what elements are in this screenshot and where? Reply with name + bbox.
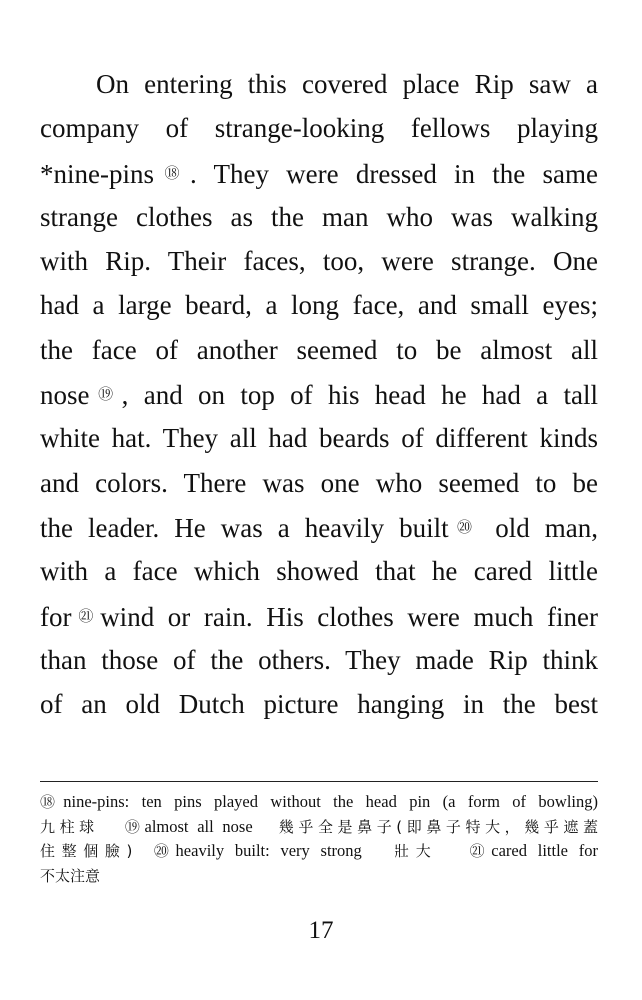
text-line: the face of another seemed to be almost all [40, 334, 598, 365]
text-line: white hat. They all had beards of different kinds [40, 423, 598, 454]
footnote-number: ⑲ [124, 817, 145, 836]
text-line: On entering this covered place Rip saw a [96, 69, 598, 99]
footnote-marker: ⑲ [89, 385, 122, 404]
footnote-marker: ㉑ [71, 606, 101, 625]
footnote-divider [40, 781, 598, 782]
text-line: the leader. He was a heavily built⑳ old man, [40, 512, 598, 543]
footnote-gloss: 壯大 [394, 842, 438, 860]
text-line: with Rip. Their faces, too, were strange. One [40, 246, 598, 277]
text-line: than those of the others. They made Rip think [40, 644, 598, 675]
footnote-line: 九柱球 ⑲almost all nose 幾乎全是鼻子(即鼻子特大，幾乎遮蓋 [40, 816, 598, 836]
text-line: of an old Dutch picture hanging in the best [40, 689, 598, 720]
text-line: with a face which showed that he cared little [40, 556, 598, 587]
text-line: company of strange-looking fellows playing [40, 113, 598, 144]
footnote-marker: ⑳ [448, 517, 481, 536]
footnote-line [40, 864, 598, 889]
text-line: *nine-pins⑱. They were dressed in the same [40, 158, 598, 189]
footnote-line: 住整個臉) ⑳heavily built: very strong 壯大 ㉑cared little for [40, 841, 598, 860]
body-text [40, 62, 598, 726]
footnote-number: ⑳ [153, 842, 176, 860]
footnote-gloss: 住整個臉) [40, 842, 133, 860]
footnote-number: ⑱ [40, 793, 64, 811]
text-line: nose⑲, and on top of his head he had a tall [40, 380, 598, 411]
footnotes [40, 790, 598, 888]
text-line: and colors. There was one who seemed to be [40, 467, 598, 498]
footnote-number: ㉑ [469, 842, 492, 860]
text-line: for㉑wind or rain. His clothes were much finer [40, 601, 598, 632]
footnote-gloss: 幾乎全是鼻子(即鼻子特大，幾乎遮蓋 [278, 817, 598, 836]
text-line: had a large beard, a long face, and small eyes; [40, 290, 598, 321]
page-number: 17 [308, 917, 334, 944]
footnote-gloss: 九柱球 [40, 817, 99, 836]
text-line: strange clothes as the man who was walking [40, 201, 598, 232]
footnote-gloss: 不太注意 [40, 866, 101, 885]
footnote-marker: ⑱ [154, 163, 190, 182]
footnote-line: ⑱nine-pins: ten pins played without the head pin (a form of bowling) [40, 792, 598, 811]
